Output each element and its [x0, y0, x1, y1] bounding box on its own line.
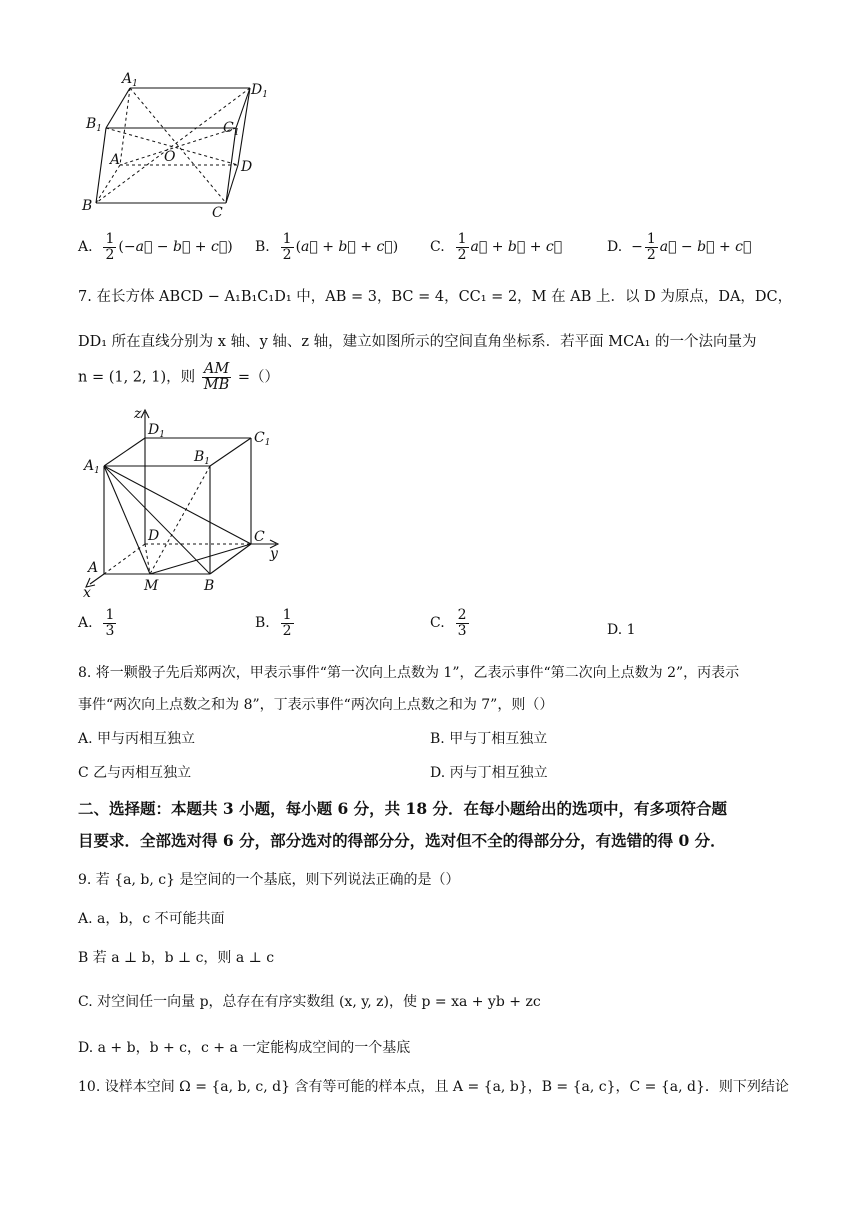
q7-option-b[interactable]: B. $\frac{1}{2}$ — [255, 607, 292, 639]
section2-heading-line1: 二、选择题：本题共 3 小题，每小题 6 分，共 18 分．在每小题给出的选项中，有多项符合题 — [78, 799, 728, 818]
q9-option-d[interactable]: D. a + b，b + c，c + a 一定能构成空间的一个基底 — [78, 1040, 411, 1056]
q6-label-A: A — [110, 152, 121, 168]
q7-label-D1: $D_1$ — [148, 422, 165, 440]
q6-label-D1: $D_1$ — [251, 82, 268, 100]
q8-option-b[interactable]: B. 甲与丁相互独立 — [430, 731, 548, 747]
q8-option-c[interactable]: C 乙与丙相互独立 — [78, 765, 192, 781]
q9-stem: 9. 若 {a, b, c} 是空间的一个基底，则下列说法正确的是（） — [78, 872, 460, 888]
q6-option-a[interactable]: A. $\frac{1}{2}$ (−a⃗ − b⃗ + c⃗) — [78, 231, 233, 263]
q7-label-A: A — [88, 560, 99, 576]
q7-label-y: y — [270, 546, 278, 562]
q7-label-C1: $C_1$ — [254, 430, 271, 448]
q7-option-d[interactable]: D. 1 — [607, 622, 636, 638]
q6-option-b[interactable]: B. $\frac{1}{2}$ (a⃗ + b⃗ + c⃗) — [255, 231, 399, 263]
q7-line3-suffix: =（） — [237, 369, 280, 386]
q9-option-c[interactable]: C. 对空间任一向量 p，总存在有序实数组 (x, y, z)，使 p = xa + yb + zc — [78, 994, 541, 1010]
q7-label-A1: $A_1$ — [84, 458, 100, 476]
q7-label-B: B — [204, 578, 215, 594]
q8-line2: 事件“两次向上点数之和为 8”，丁表示事件“两次向上点数之和为 7”，则（） — [78, 697, 554, 713]
q7-option-c[interactable]: C. $\frac{2}{3}$ — [430, 607, 467, 639]
q8-line1: 8. 将一颗骰子先后郑两次，甲表示事件“第一次向上点数为 1”，乙表示事件“第二次向上点数为 2”，丙表示 — [78, 665, 740, 681]
q9-option-b[interactable]: B 若 a ⊥ b，b ⊥ c，则 a ⊥ c — [78, 950, 275, 966]
q7-label-x: x — [83, 585, 91, 600]
q6-label-C1: $C_1$ — [223, 120, 240, 138]
q6-label-D: D — [241, 159, 253, 175]
q7-option-a[interactable]: A. $\frac{1}{3}$ — [78, 607, 115, 639]
q9-option-a[interactable]: A. a，b，c 不可能共面 — [78, 911, 225, 927]
q7-frac-den: MB — [203, 377, 230, 394]
q8-option-d[interactable]: D. 丙与丁相互独立 — [430, 765, 548, 781]
q6-option-d[interactable]: D. − $\frac{1}{2}$ a⃗ − b⃗ + c⃗ — [607, 231, 752, 263]
q7-label-B1: $B_1$ — [194, 449, 211, 467]
q7-cuboid-figure — [78, 404, 288, 600]
q6-parallelepiped-figure — [78, 70, 278, 222]
q6-label-O: O — [164, 149, 176, 165]
q7-frac-num: AM — [202, 362, 232, 378]
q6-label-B: B — [82, 198, 93, 214]
q7-option-d-value: 1 — [626, 622, 636, 638]
q6-label-B1: $B_1$ — [86, 116, 103, 134]
q6-label-C: C — [212, 205, 223, 221]
q7-line2: DD₁ 所在直线分别为 x 轴、y 轴、z 轴，建立如图所示的空间直角坐标系．若平面 MCA₁ 的一个法向量为 — [78, 334, 757, 350]
q6-label-A1: $A_1$ — [122, 71, 138, 89]
q8-option-a[interactable]: A. 甲与丙相互独立 — [78, 731, 196, 747]
q10-stem: 10. 设样本空间 Ω = {a, b, c, d} 含有等可能的样本点，且 A = {a, b}，B = {a, c}，C = {a, d}．则下列结论 — [78, 1079, 789, 1095]
q7-label-D: D — [148, 528, 160, 544]
q7-line1: 7. 在长方体 ABCD − A₁B₁C₁D₁ 中，AB = 3，BC = 4，CC₁ = 2，M 在 AB 上．以 D 为原点，DA，DC， — [78, 289, 793, 305]
q7-label-M: M — [144, 578, 159, 594]
section2-heading-line2: 目要求．全部选对得 6 分，部分选对的得部分分，选对但不全的得部分分，有选错的得 0 分． — [78, 831, 726, 850]
q7-line3-prefix: n = (1, 2, 1)，则 — [78, 369, 196, 386]
q7-label-C: C — [254, 529, 265, 545]
q7-label-z: z — [134, 406, 142, 422]
q7-line3 — [78, 362, 279, 393]
q6-option-c[interactable]: C. $\frac{1}{2}$ a⃗ + b⃗ + c⃗ — [430, 231, 563, 263]
